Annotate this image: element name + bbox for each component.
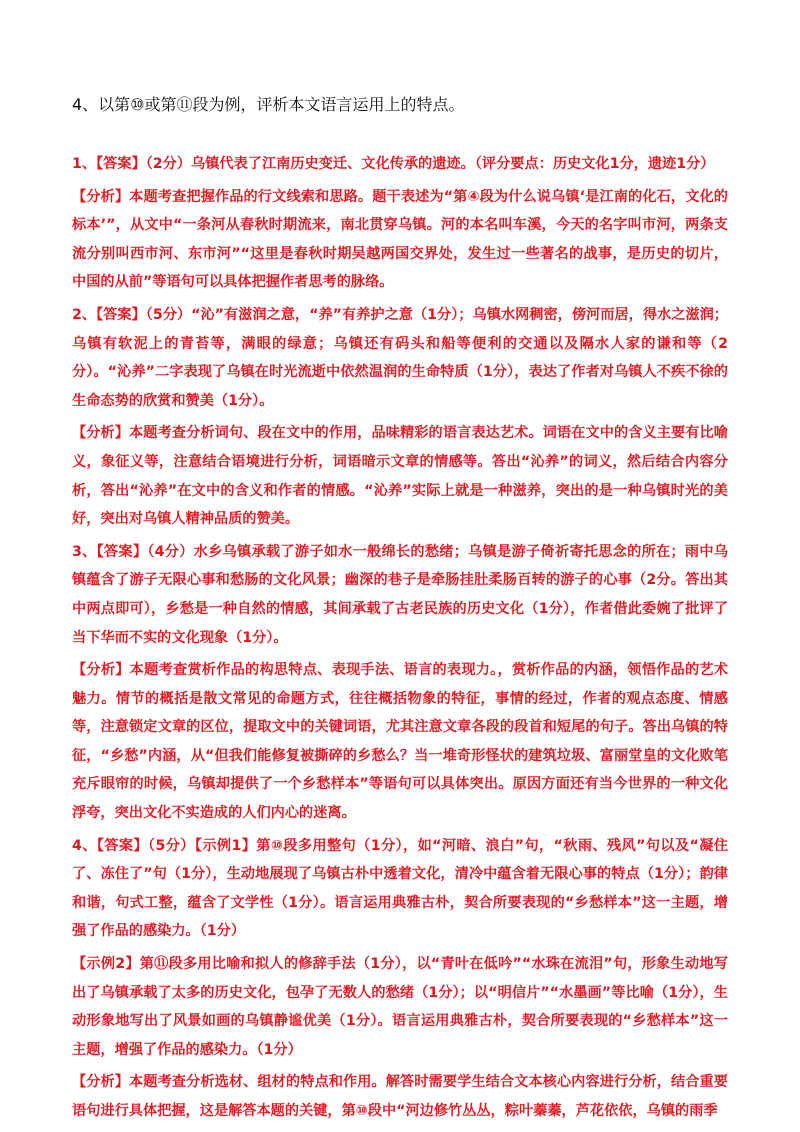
answer-4-example-1: 4、【答案】（5分）【示例1】第⑩段多用整句（1分），如“河暗、浪白”句，“秋雨、残风”句以及“凝住了、冻住了”句（1分），生动地展现了乌镇古朴中透着文化，清冷中蕴含着无限心事的特点（1分）；韵律和谐，句式工整，蕴含了文学性（1分）。语言运用典雅古朴，契合所要表现的“乡愁样本”这一主题，增强了作品的感染力。（1分） xyxy=(72,837,728,940)
analysis-1: 【分析】本题考查把握作品的行文线索和思路。题干表述为“第④段为什么说乌镇‘是江南的化石，文化的标本’”，从文中“一条河从春秋时期流来，南北贯穿乌镇。河的本名叫车溪，今天的名字叫市河，两条支流分别叫西市河、东市河”“这里是春秋时期吴越两国交界处，发生过一些著名的战事，是历史的切片，中国的从前”等语句可以具体把握作者思考的脉络。 xyxy=(72,188,728,291)
answer-section xyxy=(72,150,728,1130)
answer-2: 2、【答案】（5分）“沁”有滋润之意，“养”有养护之意（1分）；乌镇水网稠密，傍河而居，得水之滋润；乌镇有软泥上的青苔等，满眼的绿意；乌镇还有码头和船等便利的交通以及隔水人家的谦和等（2分）。“沁养”二字表现了乌镇在时光流逝中依然温润的生命特质（1分），表达了作者对乌镇人不疾不徐的生命态势的欣赏和赞美（1分）。 xyxy=(72,306,728,409)
answer-1: 1、【答案】（2分）乌镇代表了江南历史变迁、文化传承的遗迹。（评分要点：历史文化1分，遗迹1分） xyxy=(72,156,715,172)
analysis-2: 【分析】本题考查分析词句、段在文中的作用，品味精彩的语言表达艺术。词语在文中的含义主要有比喻义，象征义等，注意结合语境进行分析，词语暗示文章的情感等。答出“沁养”的词义，然后结合内容分析，答出“沁养”在文中的含义和作者的情感。“沁养”实际上就是一种滋养，突出的是一种乌镇时光的美好，突出对乌镇人精神品质的赞美。 xyxy=(72,425,728,528)
analysis-3: 【分析】本题考查赏析作品的构思特点、表现手法、语言的表现力。，赏析作品的内涵，领悟作品的艺术魅力。情节的概括是散文常见的命题方式，往往概括物象的特征，事情的经过，作者的观点态度、情感等，注意锁定文章的区位，提取文中的关键词语，尤其注意文章各段的段首和短尾的句子。答出乌镇的特征，“乡愁”内涵，从“但我们能修复被撕碎的乡愁么？当一堆奇形怪状的建筑垃圾、富丽堂皇的文化败笔充斥眼帘的时候，乌镇却提供了一个乡愁样本”等语句可以具体突出。原因方面还有当今世界的一种文化浮夸，突出文化不实造成的人们内心的迷离。 xyxy=(72,662,728,822)
answer-3: 3、【答案】（4分）水乡乌镇承载了游子如水一般绵长的愁绪；乌镇是游子倚祈寄托思念的所在；雨中乌镇蕴含了游子无限心事和愁肠的文化风景；幽深的巷子是牵肠挂肚柔肠百转的游子的心事（2分。答出其中两点即可），乡愁是一种自然的情感，其间承载了古老民族的历史文化（1分），作者借此委婉了批评了当下华而不实的文化现象（1分）。 xyxy=(72,543,728,646)
analysis-4: 【分析】本题考查分析选材、组材的特点和作用。解答时需要学生结合文本核心内容进行分析，结合重要语句进行具体把握，这是解答本题的关键，第⑩段中“河边修竹丛丛，粽叶蓁蓁，芦花依依，乌镇的雨季 xyxy=(72,1074,728,1119)
question-4: 4、以第⑩或第⑪段为例，评析本文语言运用上的特点。 xyxy=(72,95,465,114)
answer-4-example-2: 【示例2】第⑪段多用比喻和拟人的修辞手法（1分），以“青叶在低吟”“水珠在流泪”句，形象生动地写出了乌镇承载了太多的历史文化，包孕了无数人的愁绪（1分）；以“明信片”“水墨画”等比喻（1分），生动形象地写出了风景如画的乌镇静谧优美（1分）。语言运用典雅古朴，契合所要表现的“乡愁样本”这一主题，增强了作品的感染力。（1分） xyxy=(72,956,728,1058)
